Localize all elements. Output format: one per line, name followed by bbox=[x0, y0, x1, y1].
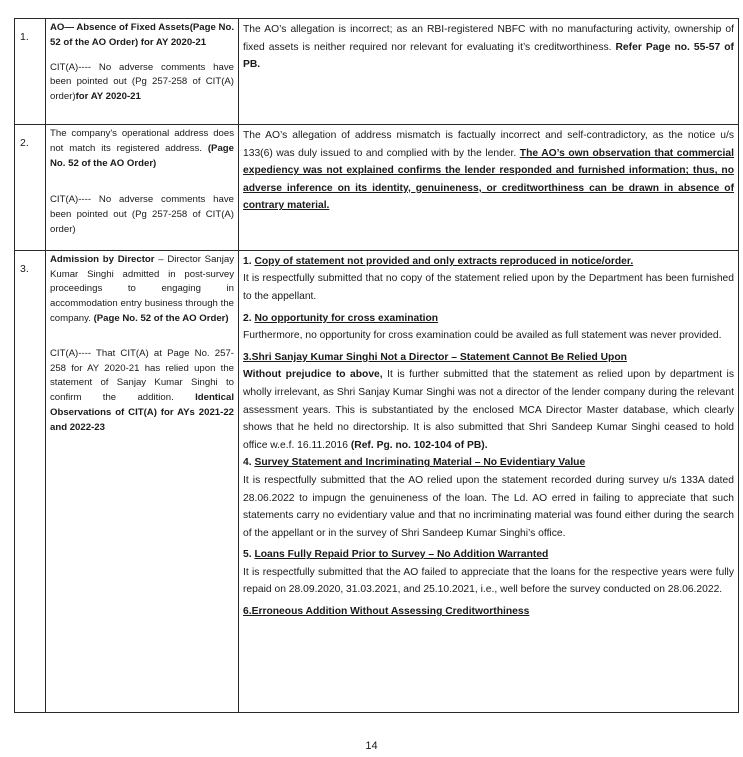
section-5-title: Loans Fully Repaid Prior to Survey – No Addition Warranted bbox=[254, 549, 549, 561]
ao-reference: (Page No. 52 of the AO Order) for AY 2020-21 bbox=[50, 22, 234, 48]
response-cell bbox=[239, 250, 739, 712]
cit-observation bbox=[50, 193, 234, 237]
row-number: 1. bbox=[15, 19, 46, 125]
table-row bbox=[15, 19, 739, 125]
section-2-title: No opportunity for cross examination bbox=[254, 312, 439, 324]
ao-allegation bbox=[50, 127, 234, 171]
ao-reference: (Page No. 52 of the AO Order) bbox=[50, 142, 234, 169]
ao-text: The company's operational address does not match its registered address. bbox=[50, 128, 234, 154]
response-body: The AO’s allegation of address mismatch is factually incorrect and self-contradictory, as the notice u/s 133(6) was duly issued to and complied with by the lender. bbox=[243, 130, 734, 159]
cit-observation bbox=[50, 61, 234, 105]
ao-allegation bbox=[50, 253, 234, 327]
row-number: 3. bbox=[15, 250, 46, 712]
response-emphasis: The AO’s own observation that commercial expediency was not explained confirms the lender responded and furnished information; thus, no adverse inference on its identity, genuineness, or creditworthiness can be drawn in absence of contrary material. bbox=[243, 147, 734, 212]
section-2-body: Furthermore, no opportunity for cross examination could be availed as full statement was never provided. bbox=[243, 330, 722, 342]
ao-heading: AO— Absence of Fixed Assets bbox=[50, 22, 190, 33]
section-4-body: It is respectfully submitted that the AO relied upon the statement recorded during survey u/s 133A dated 28.06.2022 to impugn the genuineness of the loan. The Ld. AO erred in failing to appreciate that such statements carry no evidentiary value and that no incriminating material was found either during the search of the appellant or in the survey of Shri Sandeep Kumar Singhi’s office. bbox=[243, 474, 734, 539]
page-number: 14 bbox=[365, 740, 378, 752]
section-1-body: It is respectfully submitted that no copy of the statement relied upon by the Department has been furnished to the appellant. bbox=[243, 273, 734, 302]
allegation-cell bbox=[46, 125, 239, 251]
document-sheet bbox=[14, 18, 738, 713]
section-4-heading bbox=[243, 454, 734, 472]
section-3-heading: 3.Shri Sanjay Kumar Singhi Not a Director – Statement Cannot Be Relied Upon bbox=[243, 351, 627, 363]
section-6-heading: 6.Erroneous Addition Without Assessing Creditworthiness bbox=[243, 606, 530, 618]
section-5-body: It is respectfully submitted that the AO failed to appreciate that the loans for the respective years were fully repaid on 28.09.2020, 31.03.2021, and 25.10.2021, i.e., well before the survey conducted on 28.06.2022. bbox=[243, 566, 734, 596]
response-cell bbox=[239, 125, 739, 251]
cit-text: CIT(A)---- No adverse comments have been pointed out (Pg 257-258 of CIT(A) order) bbox=[50, 194, 234, 235]
section-4-title: Survey Statement and Incriminating Material – No Evidentiary Value bbox=[254, 457, 586, 469]
section-2-number: 2. bbox=[243, 312, 255, 324]
section-1-number: 1. bbox=[243, 255, 255, 267]
ao-text: – Director Sanjay Kumar Singhi admitted in post-survey proceedings to engaging in accommodation entry business through the company. bbox=[50, 253, 234, 324]
table-row bbox=[15, 250, 739, 712]
allegation-cell bbox=[46, 19, 239, 125]
section-3-reference: (Ref. Pg. no. 102-104 of PB). bbox=[350, 439, 488, 451]
section-3-text: It is further submitted that the statement as relied upon by department is wholly irrelevant, as Shri Sanjay Kumar Singhi was not a director of the lender company during the relevant assessment years. This is substantiated by the enclosed MCA Director Master database, which clearly shows that he held no directorship. It is also submitted that Shri Sandeep Kumar Singhi ceased to hold office w.e.f. 16.11.2016 bbox=[243, 369, 734, 451]
section-5-number: 5. bbox=[243, 549, 255, 561]
response-text bbox=[243, 21, 734, 74]
section-3-body bbox=[243, 366, 734, 454]
section-2-heading bbox=[243, 310, 734, 328]
response-body: The AO’s allegation is incorrect; as an RBI-registered NBFC with no manufacturing activity, ownership of fixed assets is neither required nor relevant for evaluating it’s creditworthiness. bbox=[243, 24, 734, 53]
section-3-lead: Without prejudice to above, bbox=[243, 369, 383, 381]
allegation-cell bbox=[46, 250, 239, 712]
section-1-title: Copy of statement not provided and only extracts reproduced in notice/order. bbox=[254, 255, 634, 267]
response-text bbox=[243, 127, 734, 215]
cit-text: CIT(A)---- No adverse comments have been pointed out (Pg 257-258 of CIT(A) order) bbox=[50, 61, 234, 103]
response-reference: Refer Page no. 55-57 of PB. bbox=[243, 41, 734, 71]
ao-allegation bbox=[50, 21, 234, 51]
cit-year: for AY 2020-21 bbox=[75, 91, 141, 103]
section-5-heading bbox=[243, 546, 734, 564]
response-cell bbox=[239, 19, 739, 125]
table-row bbox=[15, 125, 739, 251]
row-number: 2. bbox=[15, 125, 46, 251]
ao-reference: (Page No. 52 of the AO Order) bbox=[93, 312, 229, 324]
ao-heading: Admission by Director bbox=[50, 253, 155, 265]
cit-text: CIT(A)---- That CIT(A) at Page No. 257-258 for AY 2020-21 has relied upon the statement of Sanjay Kumar Singhi to confirm the addition. bbox=[50, 347, 234, 404]
cit-identical-note: Identical Observations of CIT(A) for AYs 2021-22 and 2022-23 bbox=[50, 392, 234, 433]
section-4-number: 4. bbox=[243, 457, 255, 469]
cit-observation bbox=[50, 347, 234, 436]
section-1-heading bbox=[243, 253, 734, 271]
submissions-table bbox=[14, 18, 739, 713]
